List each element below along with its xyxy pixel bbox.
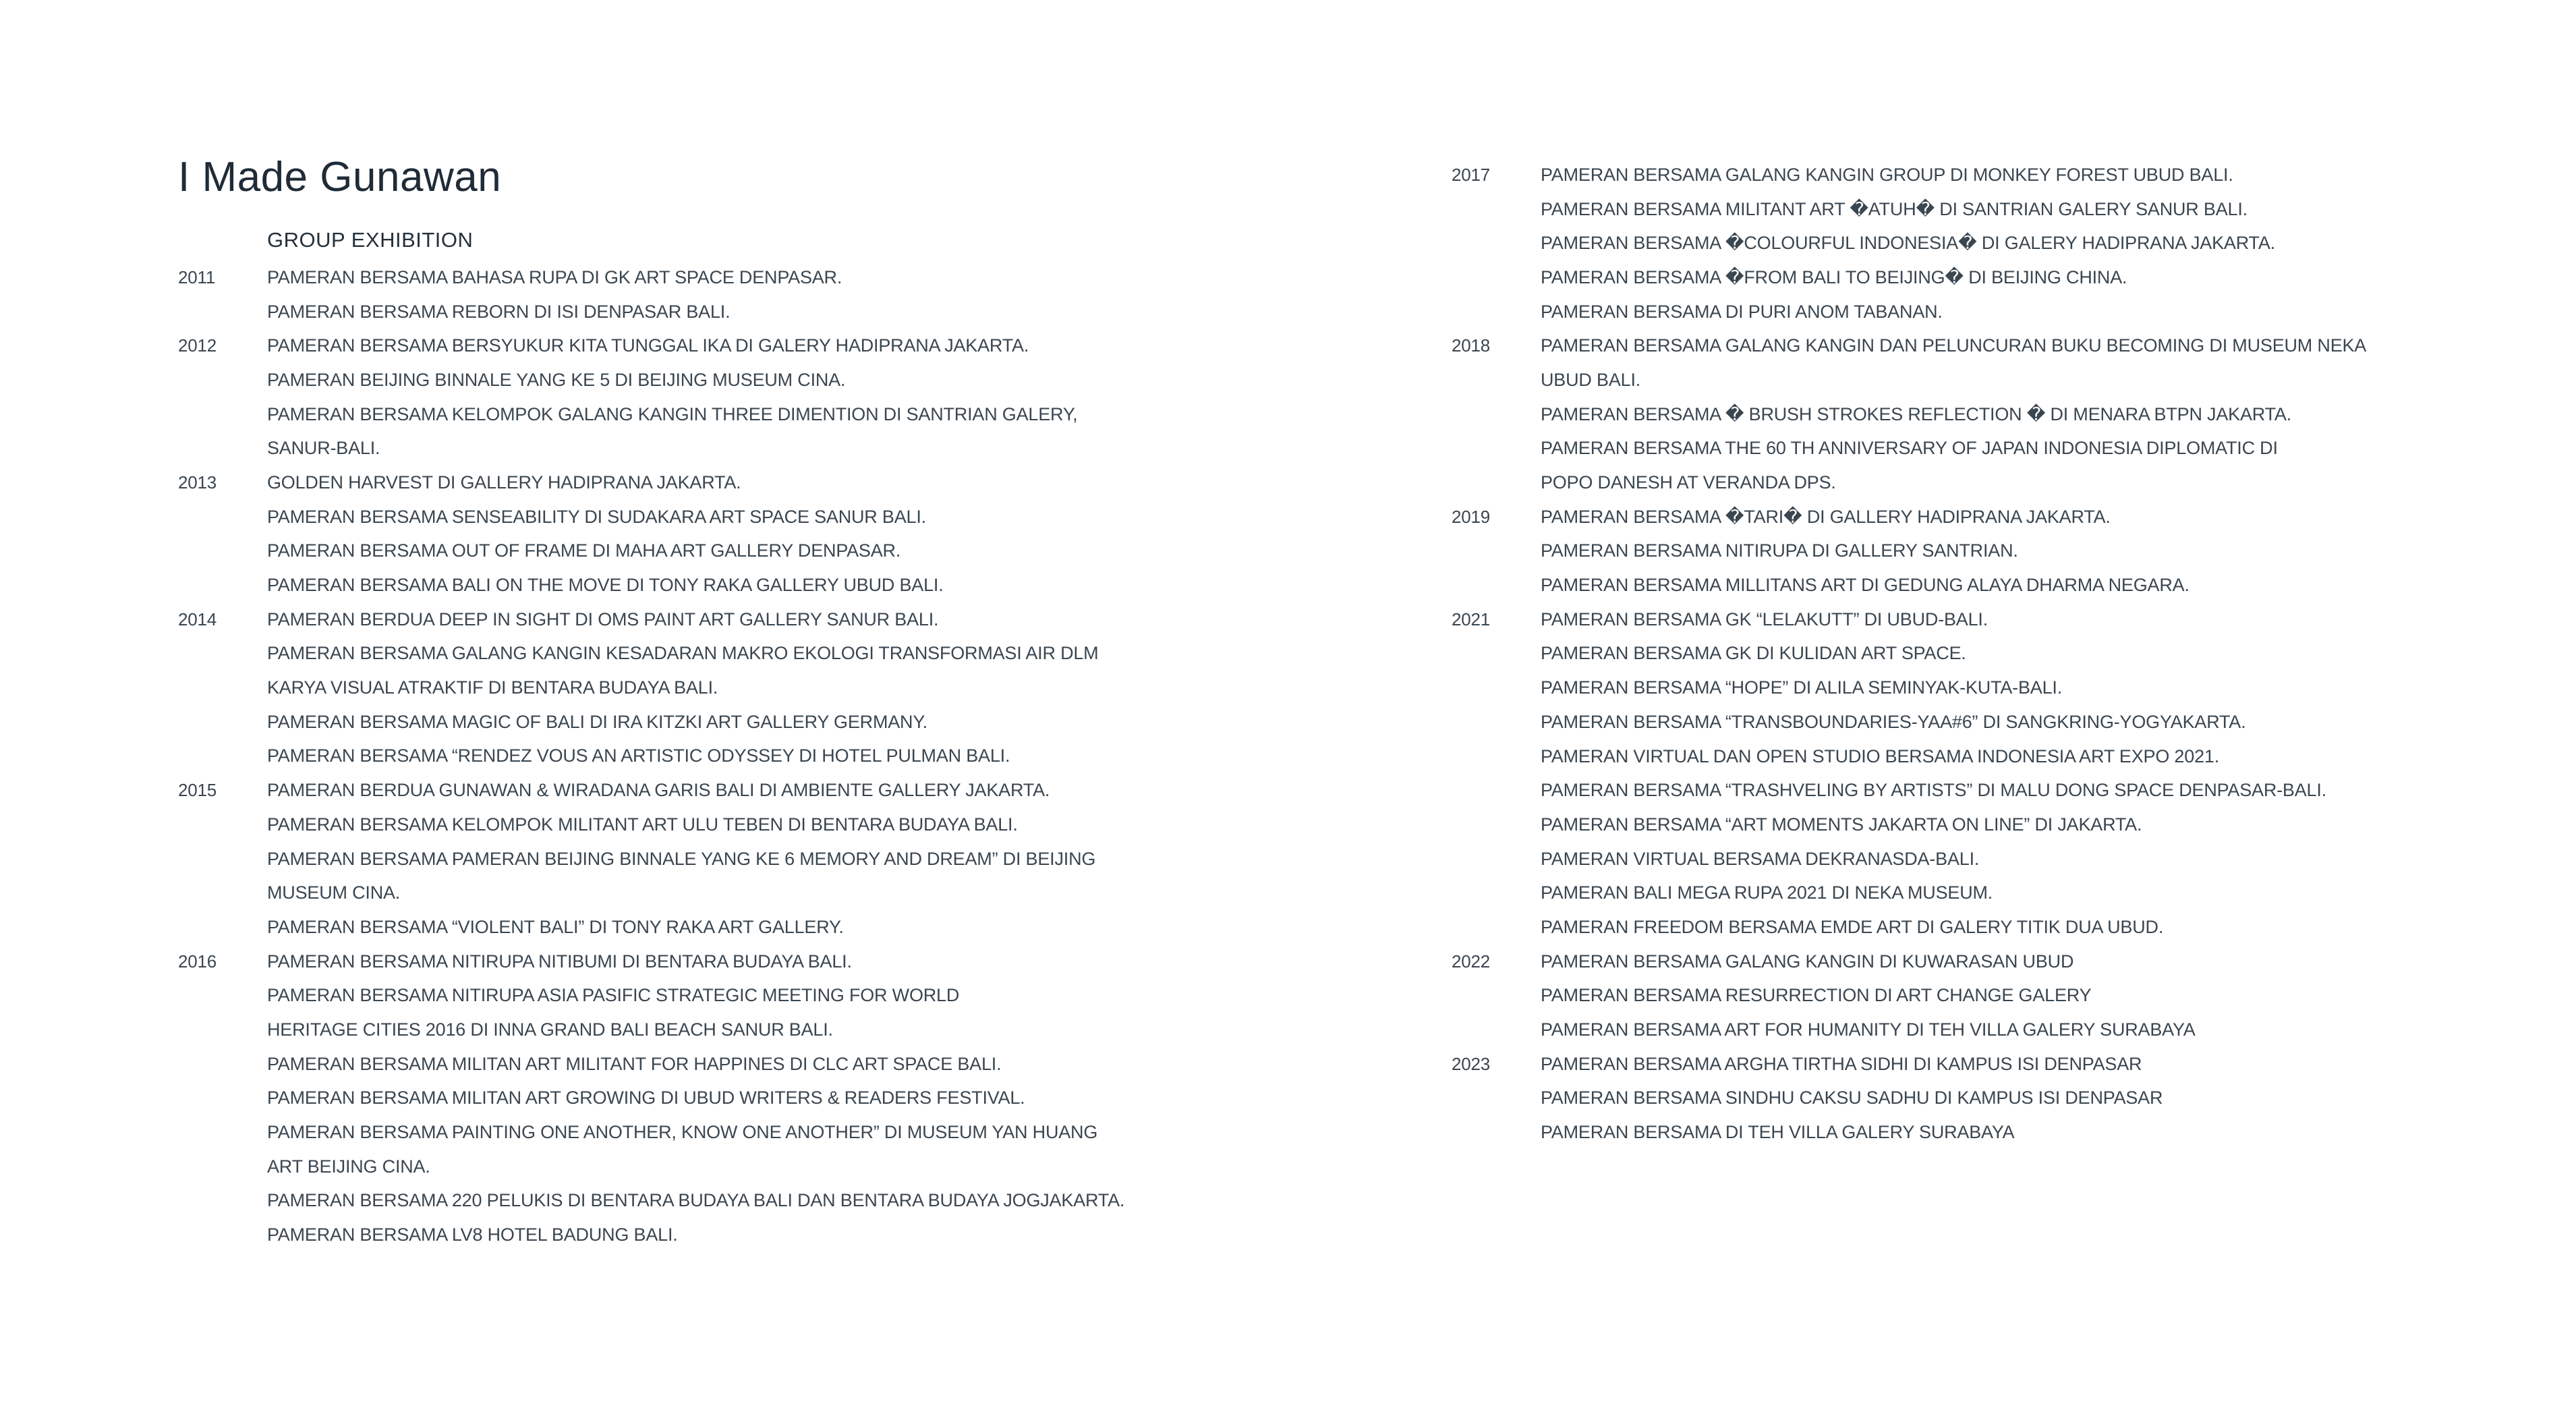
exhibition-text: PAMERAN BERDUA DEEP IN SIGHT DI OMS PAINT ART GALLERY SANUR BALI. xyxy=(267,609,939,629)
exhibition-text: PAMERAN BERSAMA GALANG KANGIN KESADARAN MAKRO EKOLOGI TRANSFORMASI AIR DLM xyxy=(267,643,1099,664)
exhibition-text: PAMERAN BERSAMA LV8 HOTEL BADUNG BALI. xyxy=(267,1225,678,1245)
exhibition-entry xyxy=(178,705,1124,739)
exhibition-entry xyxy=(178,808,1124,842)
exhibition-entry xyxy=(1452,602,2366,637)
exhibition-entry xyxy=(178,500,1124,534)
exhibition-text: UBUD BALI. xyxy=(1541,369,1641,390)
exhibition-year: 2023 xyxy=(1452,1053,1491,1074)
exhibition-text: PAMERAN BERSAMA GALANG KANGIN GROUP DI MONKEY FOREST UBUD BALI. xyxy=(1541,164,2233,185)
exhibition-text: PAMERAN BERSAMA KELOMPOK MILITANT ART ULU TEBEN DI BENTARA BUDAYA BALI. xyxy=(267,814,1018,835)
exhibition-text: PAMERAN BERSAMA REBORN DI ISI DENPASAR BALI. xyxy=(267,301,731,322)
exhibition-year: 2014 xyxy=(178,609,217,629)
exhibition-text: PAMERAN BERSAMA MILLITANS ART DI GEDUNG ALAYA DHARMA NEGARA. xyxy=(1541,575,2189,596)
exhibition-entry xyxy=(178,842,1124,876)
exhibition-entry xyxy=(178,568,1124,602)
exhibition-entry xyxy=(1452,568,2366,602)
exhibition-entry xyxy=(1452,295,2366,329)
exhibition-text: PAMERAN BERSAMA GALANG KANGIN DAN PELUNCURAN BUKU BECOMING DI MUSEUM NEKA xyxy=(1541,335,2367,356)
artist-name-title: I Made Gunawan xyxy=(178,154,502,200)
exhibition-entry xyxy=(178,1184,1124,1218)
exhibition-entry xyxy=(1452,671,2366,705)
exhibition-text: KARYA VISUAL ATRAKTIF DI BENTARA BUDAYA BALI. xyxy=(267,677,718,698)
exhibition-year: 2015 xyxy=(178,780,217,801)
exhibition-list-left xyxy=(178,260,1124,1252)
exhibition-entry xyxy=(1452,1081,2366,1116)
exhibition-entry xyxy=(178,1115,1124,1150)
exhibition-text: PAMERAN BERSAMA NITIRUPA DI GALLERY SANTRIAN. xyxy=(1541,540,2018,561)
exhibition-text: PAMERAN BEIJING BINNALE YANG KE 5 DI BEIJING MUSEUM CINA. xyxy=(267,369,846,390)
exhibition-entry xyxy=(178,910,1124,945)
exhibition-entry xyxy=(178,431,1124,466)
exhibition-entry xyxy=(1452,363,2366,397)
exhibition-entry xyxy=(178,1150,1124,1184)
exhibition-entry xyxy=(178,1013,1124,1047)
exhibition-text: PAMERAN BERSAMA DI PURI ANOM TABANAN. xyxy=(1541,301,1943,322)
exhibition-text: PAMERAN BERSAMA GK DI KULIDAN ART SPACE. xyxy=(1541,643,1966,664)
exhibition-year: 2011 xyxy=(178,266,216,287)
exhibition-year: 2012 xyxy=(178,335,217,356)
exhibition-entry xyxy=(178,1218,1124,1252)
exhibition-text: PAMERAN BERSAMA ART FOR HUMANITY DI TEH VILLA GALERY SURABAYA xyxy=(1541,1019,2196,1040)
exhibition-text: HERITAGE CITIES 2016 DI INNA GRAND BALI BEACH SANUR BALI. xyxy=(267,1019,833,1040)
exhibition-entry xyxy=(1452,705,2366,739)
exhibition-entry xyxy=(178,534,1124,569)
exhibition-text: MUSEUM CINA. xyxy=(267,882,401,903)
exhibition-entry xyxy=(178,671,1124,705)
exhibition-entry xyxy=(1452,1013,2366,1047)
exhibition-entry xyxy=(1452,910,2366,945)
exhibition-entry xyxy=(178,1081,1124,1116)
exhibition-entry xyxy=(1452,397,2366,432)
exhibition-text: PAMERAN BERSAMA 220 PELUKIS DI BENTARA BUDAYA BALI DAN BENTARA BUDAYA JOGJAKARTA. xyxy=(267,1190,1125,1211)
exhibition-text: PAMERAN BERSAMA ARGHA TIRTHA SIDHI DI KAMPUS ISI DENPASAR xyxy=(1541,1053,2142,1074)
exhibition-entry xyxy=(1452,192,2366,227)
exhibition-entry xyxy=(178,329,1124,363)
exhibition-text: ART BEIJING CINA. xyxy=(267,1156,430,1177)
exhibition-text: PAMERAN BERSAMA SENSEABILITY DI SUDAKARA ART SPACE SANUR BALI. xyxy=(267,506,926,527)
exhibition-year: 2022 xyxy=(1452,951,1491,972)
exhibition-text: PAMERAN VIRTUAL BERSAMA DEKRANASDA-BALI. xyxy=(1541,848,1980,869)
exhibition-entry xyxy=(1452,739,2366,774)
exhibition-text: PAMERAN BERSAMA �COLOURFUL INDONESIA� DI GALERY HADIPRANA JAKARTA. xyxy=(1541,233,2275,254)
exhibition-entry xyxy=(1452,466,2366,500)
exhibition-text: PAMERAN BERSAMA �TARI� DI GALLERY HADIPRANA JAKARTA. xyxy=(1541,506,2111,527)
exhibition-year: 2016 xyxy=(178,951,217,972)
exhibition-text: PAMERAN BERSAMA “ART MOMENTS JAKARTA ON LINE” DI JAKARTA. xyxy=(1541,814,2142,835)
exhibition-text: PAMERAN BERSAMA “VIOLENT BALI” DI TONY RAKA ART GALLERY. xyxy=(267,916,844,937)
exhibition-entry xyxy=(178,363,1124,397)
exhibition-entry xyxy=(1452,432,2366,466)
exhibition-text: PAMERAN BERSAMA OUT OF FRAME DI MAHA ART GALLERY DENPASAR. xyxy=(267,540,901,561)
exhibition-entry xyxy=(178,739,1124,774)
exhibition-text: PAMERAN BERSAMA MAGIC OF BALI DI IRA KITZKI ART GALLERY GERMANY. xyxy=(267,711,927,732)
exhibition-year: 2017 xyxy=(1452,164,1491,185)
exhibition-text: PAMERAN BERSAMA MILITAN ART MILITANT FOR HAPPINES DI CLC ART SPACE BALI. xyxy=(267,1053,1002,1074)
exhibition-text: PAMERAN BERSAMA � BRUSH STROKES REFLECTION � DI MENARA BTPN JAKARTA. xyxy=(1541,403,2291,424)
exhibition-entry xyxy=(1452,842,2366,876)
exhibition-text: PAMERAN BERSAMA SINDHU CAKSU SADHU DI KAMPUS ISI DENPASAR xyxy=(1541,1088,2163,1108)
exhibition-text: PAMERAN BERSAMA GALANG KANGIN DI KUWARASAN UBUD xyxy=(1541,951,2074,972)
exhibition-entry xyxy=(1452,945,2366,979)
exhibition-entry xyxy=(178,945,1124,979)
exhibition-entry xyxy=(1452,329,2366,363)
exhibition-text: PAMERAN BERSAMA �FROM BALI TO BEIJING� DI BEIJING CHINA. xyxy=(1541,266,2127,287)
exhibition-text: PAMERAN BERSAMA GK “LELAKUTT” DI UBUD-BALI. xyxy=(1541,609,1988,629)
exhibition-text: PAMERAN BERSAMA BERSYUKUR KITA TUNGGAL IKA DI GALERY HADIPRANA JAKARTA. xyxy=(267,335,1029,356)
exhibition-text: PAMERAN BERSAMA NITIRUPA NITIBUMI DI BENTARA BUDAYA BALI. xyxy=(267,951,852,972)
section-heading: GROUP EXHIBITION xyxy=(267,228,474,252)
exhibition-entry xyxy=(178,295,1124,329)
exhibition-entry xyxy=(1452,1115,2366,1150)
exhibition-text: PAMERAN BERSAMA PAINTING ONE ANOTHER, KNOW ONE ANOTHER” DI MUSEUM YAN HUANG xyxy=(267,1122,1098,1143)
exhibition-year: 2013 xyxy=(178,472,217,493)
exhibition-entry xyxy=(1452,1047,2366,1081)
exhibition-entry xyxy=(1452,637,2366,671)
exhibition-entry xyxy=(178,637,1124,671)
exhibition-text: PAMERAN BERSAMA MILITAN ART GROWING DI UBUD WRITERS & READERS FESTIVAL. xyxy=(267,1088,1025,1108)
exhibition-entry xyxy=(178,978,1124,1013)
exhibition-entry xyxy=(1452,158,2366,192)
exhibition-text: SANUR-BALI. xyxy=(267,438,380,459)
exhibition-entry xyxy=(1452,260,2366,295)
exhibition-text: PAMERAN BERSAMA KELOMPOK GALANG KANGIN THREE DIMENTION DI SANTRIAN GALERY, xyxy=(267,403,1078,424)
exhibition-text: POPO DANESH AT VERANDA DPS. xyxy=(1541,472,1836,493)
exhibition-text: PAMERAN BERSAMA PAMERAN BEIJING BINNALE YANG KE 6 MEMORY AND DREAM” DI BEIJING xyxy=(267,848,1096,869)
exhibition-entry xyxy=(1452,773,2366,808)
exhibition-entry xyxy=(1452,534,2366,569)
exhibition-text: PAMERAN BERSAMA RESURRECTION DI ART CHANGE GALERY xyxy=(1541,985,2092,1006)
exhibition-text: PAMERAN BERSAMA BALI ON THE MOVE DI TONY RAKA GALLERY UBUD BALI. xyxy=(267,575,944,596)
exhibition-text: PAMERAN FREEDOM BERSAMA EMDE ART DI GALERY TITIK DUA UBUD. xyxy=(1541,916,2164,937)
exhibition-text: PAMERAN BERSAMA MILITANT ART �ATUH� DI SANTRIAN GALERY SANUR BALI. xyxy=(1541,198,2248,219)
exhibition-entry xyxy=(1452,876,2366,910)
exhibition-year: 2018 xyxy=(1452,335,1491,356)
exhibition-text: PAMERAN BERSAMA NITIRUPA ASIA PASIFIC STRATEGIC MEETING FOR WORLD xyxy=(267,985,960,1006)
exhibition-text: PAMERAN BERSAMA BAHASA RUPA DI GK ART SPACE DENPASAR. xyxy=(267,266,842,287)
exhibition-text: PAMERAN VIRTUAL DAN OPEN STUDIO BERSAMA INDONESIA ART EXPO 2021. xyxy=(1541,746,2220,766)
exhibition-year: 2021 xyxy=(1452,609,1491,629)
exhibition-year: 2019 xyxy=(1452,506,1491,527)
exhibition-entry xyxy=(1452,979,2366,1013)
exhibition-text: PAMERAN BERSAMA DI TEH VILLA GALERY SURABAYA xyxy=(1541,1122,2015,1143)
exhibition-entry xyxy=(178,876,1124,910)
exhibition-entry xyxy=(178,1047,1124,1081)
exhibition-text: GOLDEN HARVEST DI GALLERY HADIPRANA JAKARTA. xyxy=(267,472,741,493)
exhibition-entry xyxy=(1452,500,2366,534)
exhibition-text: PAMERAN BERDUA GUNAWAN & WIRADANA GARIS BALI DI AMBIENTE GALLERY JAKARTA. xyxy=(267,780,1050,801)
exhibition-text: PAMERAN BALI MEGA RUPA 2021 DI NEKA MUSEUM. xyxy=(1541,882,1993,903)
exhibition-entry xyxy=(178,602,1124,637)
exhibition-text: PAMERAN BERSAMA “RENDEZ VOUS AN ARTISTIC ODYSSEY DI HOTEL PULMAN BALI. xyxy=(267,746,1010,766)
exhibition-entry xyxy=(178,260,1124,295)
exhibition-text: PAMERAN BERSAMA THE 60 TH ANNIVERSARY OF JAPAN INDONESIA DIPLOMATIC DI xyxy=(1541,438,2278,459)
exhibition-entry xyxy=(178,466,1124,500)
exhibition-text: PAMERAN BERSAMA “TRASHVELING BY ARTISTS” DI MALU DONG SPACE DENPASAR-BALI. xyxy=(1541,780,2326,801)
exhibition-entry xyxy=(178,773,1124,808)
exhibition-entry xyxy=(1452,226,2366,260)
exhibition-entry xyxy=(1452,808,2366,842)
exhibition-text: PAMERAN BERSAMA “HOPE” DI ALILA SEMINYAK-KUTA-BALI. xyxy=(1541,677,2062,698)
exhibition-text: PAMERAN BERSAMA “TRANSBOUNDARIES-YAA#6” DI SANGKRING-YOGYAKARTA. xyxy=(1541,711,2246,732)
exhibition-entry xyxy=(178,397,1124,432)
exhibition-list-right xyxy=(1452,158,2366,1150)
